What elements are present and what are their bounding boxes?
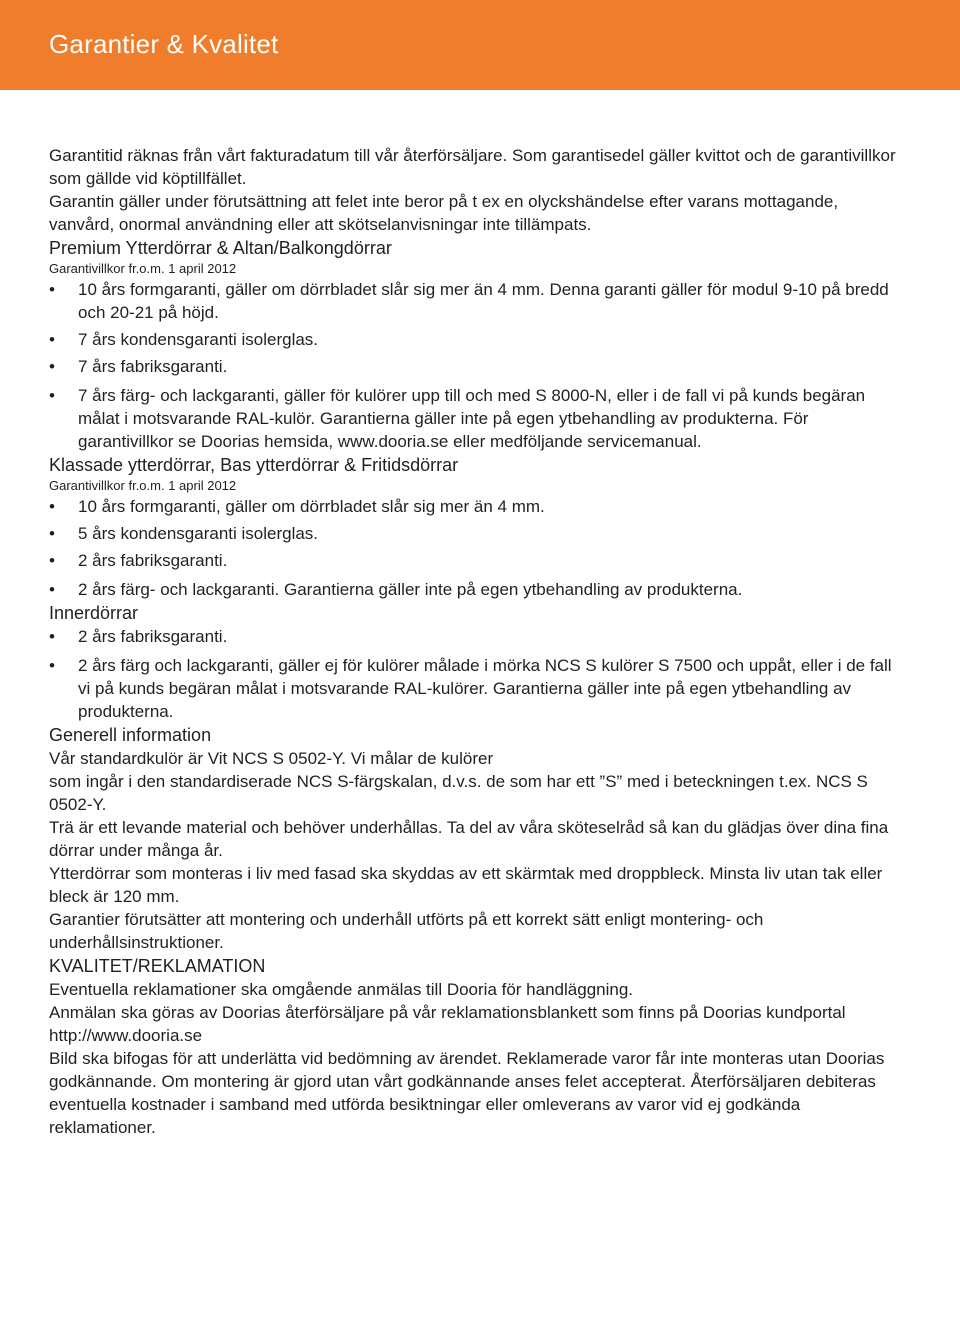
page-title: Garantier & Kvalitet (49, 29, 279, 59)
generell-heading: Generell information (49, 725, 212, 745)
maintenance-paragraph: Trä är ett levande material och behöver underhållas. Ta del av våra sköteselråd så kan du glädjas över dina fina dörrar under många år. (49, 818, 889, 860)
list-item: • 7 års kondensgaranti isolerglas. (49, 328, 899, 351)
list-item: • 2 års färg och lackgaranti, gäller ej för kulörer målade i mörka NCS S kulörer S 7500 och uppåt, eller i de fall vi på kunds begäran målat i motsvarande RAL-kulörer. Garantierna gäller inte på egen ytbehandling av produkterna. (49, 654, 899, 723)
klassade-heading: Klassade ytterdörrar, Bas ytterdörrar & Fritidsdörrar (49, 455, 459, 475)
standard-color-detail: som ingår i den standardiserade NCS S-färgskalan, d.v.s. de som har ett ”S” med i beteckningen t.ex. NCS S 0502-Y. (49, 772, 868, 814)
list-item: • 5 års kondensgaranti isolerglas. (49, 522, 899, 545)
kvalitet-section (49, 954, 899, 1139)
klassade-terms-date: Garantivillkor fr.o.m. 1 april 2012 (49, 478, 237, 493)
premium-list (49, 278, 899, 453)
kvalitet-paragraph-2: Anmälan ska göras av Doorias återförsäljare på vår reklamationsblankett som finns på Doorias kundportal http://www.dooria.se (49, 1003, 846, 1045)
standard-color-line: Vår standardkulör är Vit NCS S 0502-Y. Vi målar de kulörer (49, 749, 494, 768)
list-item: • 7 års fabriksgaranti. (49, 355, 899, 378)
kvalitet-paragraph-3: Bild ska bifogas för att underlätta vid bedömning av ärendet. Reklamerade varor får inte monteras utan Doorias godkännande. Om montering är gjord utan vårt godkännande anses felet accepterat. Återförsäljaren debiteras eventuella kostnader i samband med utförda besiktningar eller omleverans av varor vid ej godkända reklamationer. (49, 1049, 885, 1137)
innerdorrar-heading: Innerdörrar (49, 603, 139, 623)
klassade-section (49, 453, 899, 601)
list-item: • 2 års fabriksgaranti. (49, 625, 899, 648)
intro-paragraph-2: Garantin gäller under förutsättning att felet inte beror på t ex en olyckshändelse efter varans mottagande, vanvård, onormal användning eller att skötselanvisningar inte tillämpats. (49, 192, 839, 234)
list-item: • 2 års fabriksgaranti. (49, 549, 899, 572)
klassade-list (49, 495, 899, 601)
premium-heading: Premium Ytterdörrar & Altan/Balkongdörrar (49, 238, 392, 258)
innerdorrar-list (49, 625, 899, 723)
header-banner (0, 0, 960, 90)
premium-section (49, 236, 899, 453)
intro-paragraph-1: Garantitid räknas från vårt fakturadatum till vår återförsäljare. Som garantisedel gäller kvittot och de garantivillkor som gällde vid köptillfället. (49, 146, 896, 188)
document-body (49, 144, 899, 1139)
list-item: • 2 års färg- och lackgaranti. Garantierna gäller inte på egen ytbehandling av produkterna. (49, 578, 899, 601)
premium-terms-date: Garantivillkor fr.o.m. 1 april 2012 (49, 261, 237, 276)
list-item: • 10 års formgaranti, gäller om dörrbladet slår sig mer än 4 mm. Denna garanti gäller för modul 9-10 på bredd och 20-21 på höjd. (49, 278, 899, 324)
generell-section (49, 723, 899, 954)
canopy-paragraph: Ytterdörrar som monteras i liv med fasad ska skyddas av ett skärmtak med droppbleck. Minsta liv utan tak eller bleck är 120 mm. (49, 864, 883, 906)
list-item: • 10 års formgaranti, gäller om dörrbladet slår sig mer än 4 mm. (49, 495, 899, 518)
kvalitet-paragraph-1: Eventuella reklamationer ska omgående anmälas till Dooria för handläggning. (49, 980, 634, 999)
innerdorrar-section (49, 601, 899, 723)
intro-section (49, 144, 899, 236)
installation-paragraph: Garantier förutsätter att montering och underhåll utförts på ett korrekt sätt enligt montering- och underhållsinstruktioner. (49, 910, 764, 952)
kvalitet-heading: KVALITET/REKLAMATION (49, 956, 266, 976)
list-item: • 7 års färg- och lackgaranti, gäller för kulörer upp till och med S 8000-N, eller i de fall vi på kunds begäran målat i motsvarande RAL-kulör. Garantierna gäller inte på egen ytbehandling av produkterna. För garantivillkor se Doorias hemsida, www.dooria.se eller medföljande servicemanual. (49, 384, 899, 453)
